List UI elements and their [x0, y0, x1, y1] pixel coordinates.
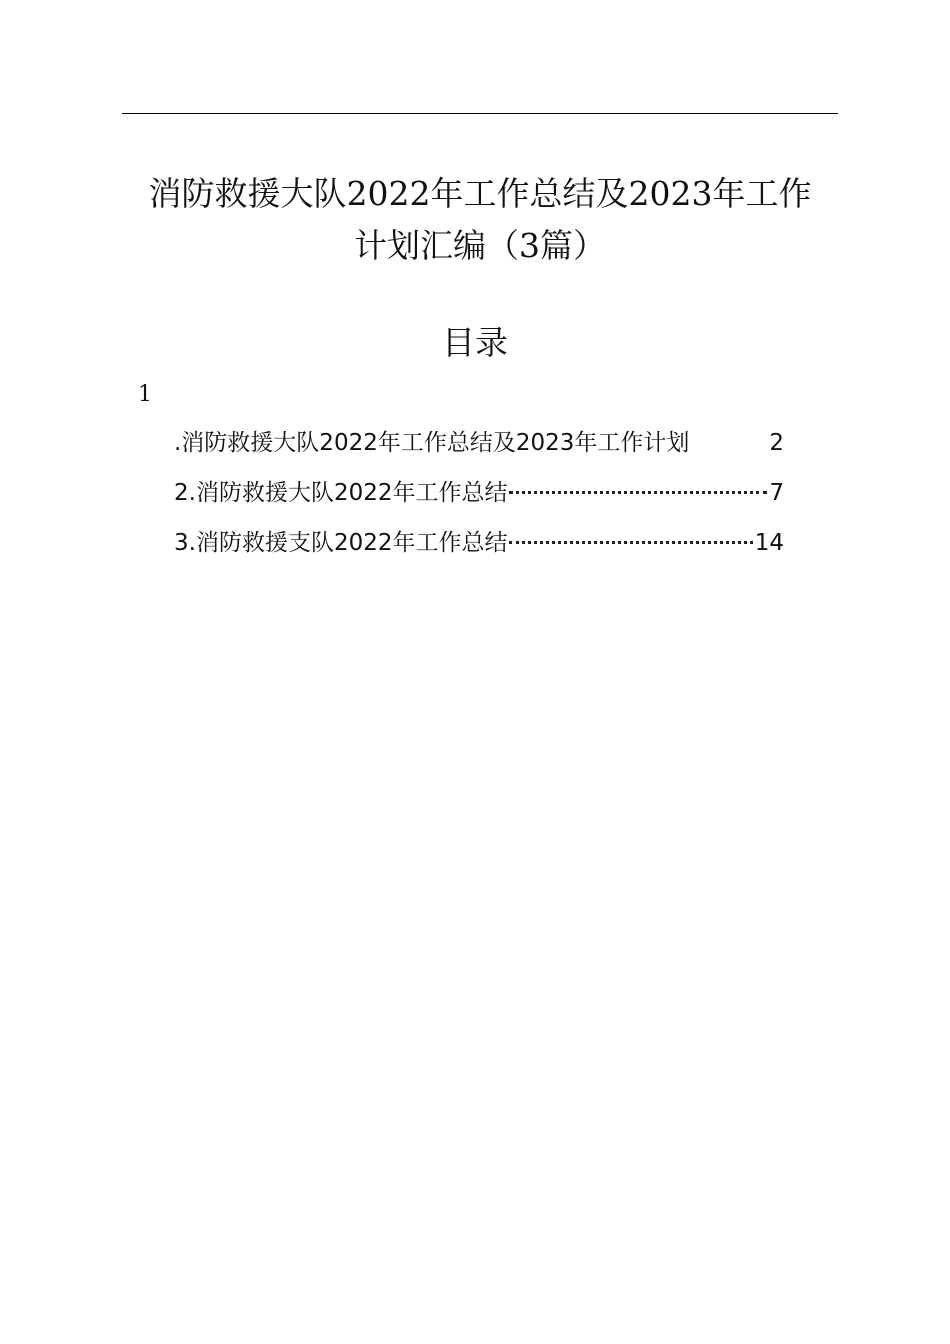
toc-entry-page: 14 — [754, 530, 784, 556]
document-title — [110, 168, 850, 272]
toc-leader — [509, 491, 767, 494]
toc-leader — [509, 541, 752, 544]
toc-entry-2[interactable] — [174, 472, 784, 522]
toc-entry-label: .消防救援大队2022年工作总结及2023年工作计划 — [174, 430, 690, 456]
toc-entry-label: 3.消防救援支队2022年工作总结 — [174, 530, 508, 556]
table-of-contents — [174, 422, 784, 572]
toc-entry-3[interactable] — [174, 522, 784, 572]
toc-entry-page: 7 — [769, 480, 784, 506]
toc-entry-label: 2.消防救援大队2022年工作总结 — [174, 480, 508, 506]
toc-entry-page: 2 — [769, 430, 784, 456]
header-rule — [122, 113, 838, 114]
document-title-line-1: 消防救援大队2022年工作总结及2023年工作 — [148, 174, 812, 213]
toc-heading: 目录 — [442, 323, 508, 362]
toc-orphan-number: 1 — [138, 382, 152, 407]
document-title-line-2: 计划汇编（3篇） — [354, 226, 606, 265]
toc-entry-1[interactable] — [174, 422, 784, 472]
